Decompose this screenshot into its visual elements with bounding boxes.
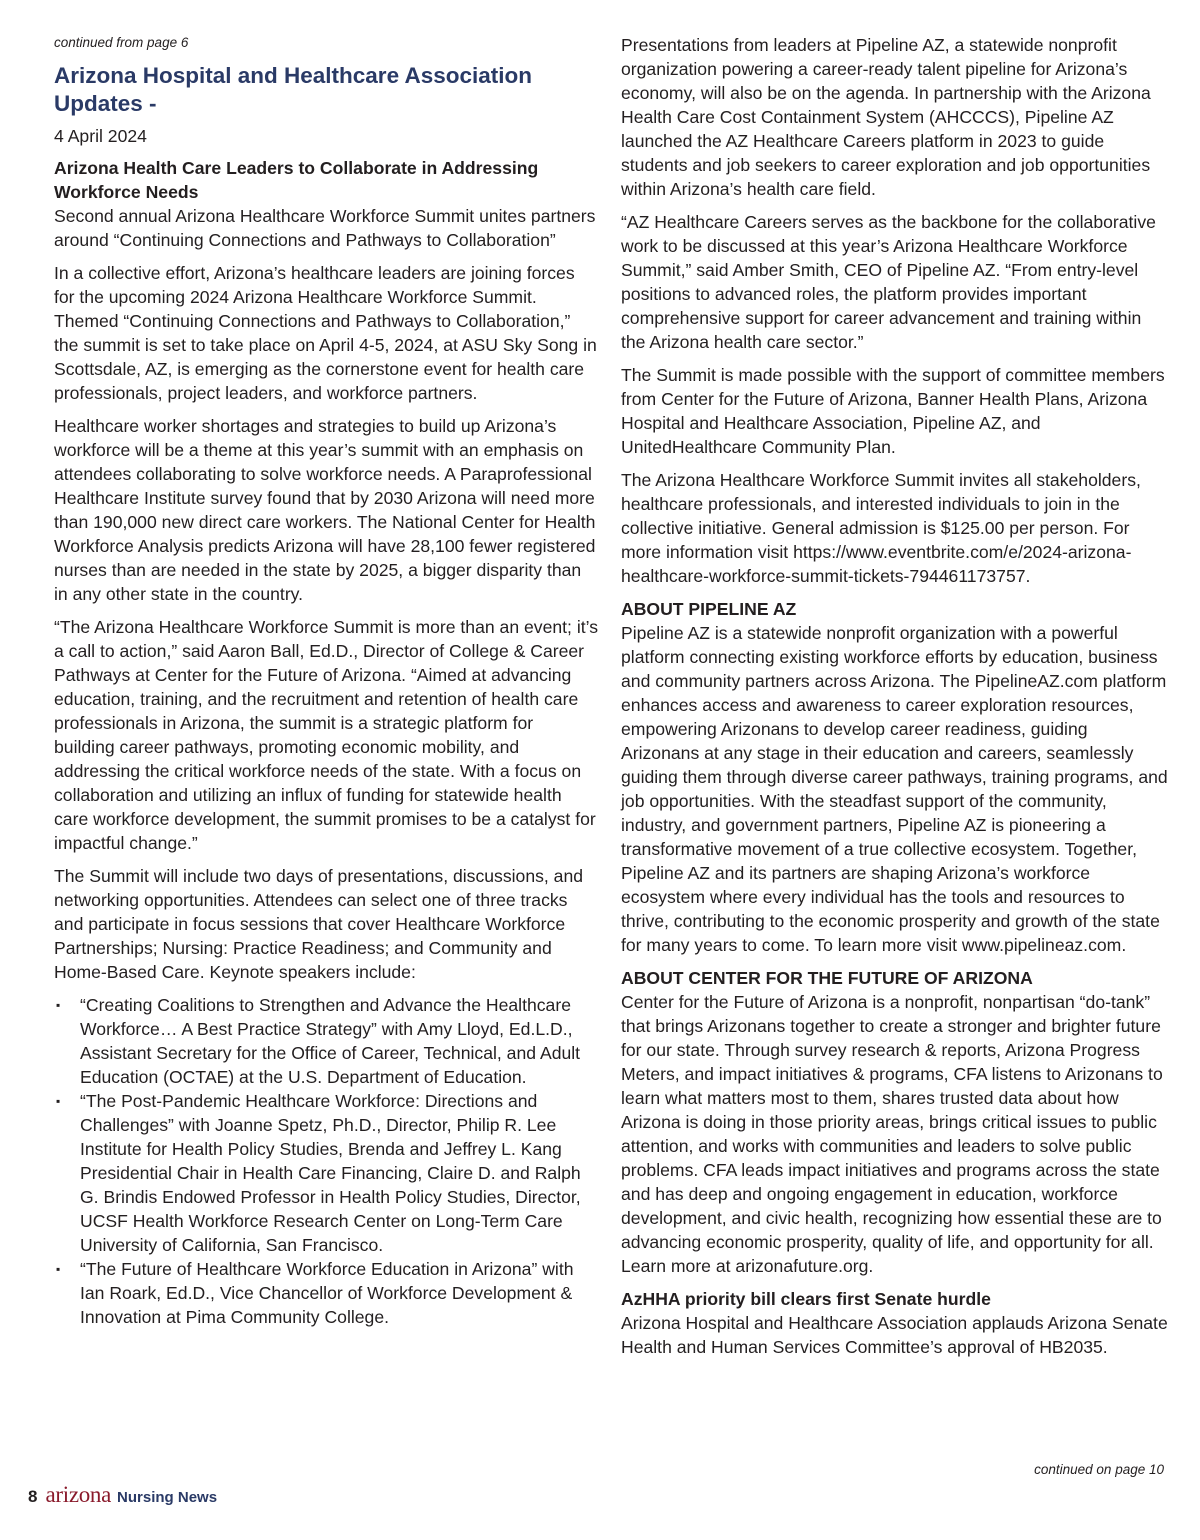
paragraph: Presentations from leaders at Pipeline AZ, a statewide nonprofit organization powering a career-ready talent pipeline for Arizona’s economy, will also be on the agenda. In partnership with the Arizona Health Care Cost Containment System (AHCCCS), Pipeline AZ launched the AZ Healthcare Careers platform in 2023 to guide students and job seekers to career exploration and job opportunities within Arizona’s health care field.	[621, 35, 1151, 199]
about-pipeline-section	[621, 597, 1169, 957]
section-heading: ABOUT CENTER FOR THE FUTURE OF ARIZONA	[621, 968, 1033, 988]
publication-logo: arizona	[45, 1482, 112, 1507]
left-column	[54, 34, 598, 1329]
keynote-speakers-list	[54, 993, 598, 1329]
section-text: Pipeline AZ is a statewide nonprofit organization with a powerful platform connecting existing workforce efforts by education, business and community partners across Arizona. The PipelineAZ.com platform enhances access and awareness to career exploration resources, empowering Arizonans to develop career readiness, guiding Arizonans at any stage in their education and careers, seamlessly guiding them through diverse career pathways, training programs, and job opportunities. With the steadfast support of the community, industry, and government partners, Pipeline AZ is pioneering a transformative movement of a true collective ecosystem. Together, Pipeline AZ and its partners are shaping Arizona’s workforce ecosystem where every individual has the tools and resources to thrive, contributing to the economic prosperity and growth of the state for many years to come. To learn more visit www.pipelineaz.com.	[621, 623, 1168, 955]
article-headline: Arizona Health Care Leaders to Collaborate in Addressing Workforce Needs	[54, 158, 539, 202]
continued-on-note: continued on page 10	[1034, 1462, 1164, 1477]
paragraph: “AZ Healthcare Careers serves as the backbone for the collaborative work to be discussed at this year’s Arizona Healthcare Workforce Summit,” said Amber Smith, CEO of Pipeline AZ. “From entry-level positions to advanced roles, the platform provides important comprehensive support for career advancement and training within the Arizona health care sector.”	[621, 212, 1156, 352]
list-item-text: “The Post-Pandemic Healthcare Workforce: Directions and Challenges” with Joanne Spetz, Ph.D., Director, Philip R. Lee Institute for Health Policy Studies, Brenda and Jeffrey L. Kang Presidential Chair in Health Care Financing, Claire D. and Ralph G. Brindis Endowed Professor in Health Policy Studies, Director, UCSF Health Workforce Research Center on Long-Term Care University of California, San Francisco.	[80, 1091, 581, 1255]
continued-from-note: continued from page 6	[54, 35, 189, 50]
publication-name: Nursing News	[117, 1489, 218, 1506]
page-number: 8	[28, 1487, 38, 1506]
list-item	[54, 1089, 598, 1257]
bullet-icon: ▪	[56, 1262, 61, 1276]
list-item	[54, 1257, 598, 1329]
paragraph: Healthcare worker shortages and strategies to build up Arizona’s workforce will be a theme at this year’s summit with an emphasis on attendees collaborating to solve workforce needs. A Paraprofessional Healthcare Institute survey found that by 2030 Arizona will need more than 190,000 new direct care workers. The National Center for Health Workforce Analysis predicts Arizona will have 28,100 fewer registered nurses than are needed in the state by 2025, a bigger disparity than in any other state in the country.	[54, 416, 596, 604]
azhha-bill-section	[621, 1287, 1169, 1359]
page-footer	[28, 1482, 217, 1510]
section-heading: AzHHA priority bill clears first Senate hurdle	[621, 1289, 991, 1309]
paragraph: The Arizona Healthcare Workforce Summit invites all stakeholders, healthcare professionals, and interested individuals to join in the collective initiative. General admission is $125.00 per person. For more information visit https://www.eventbrite.com/e/2024-arizona-healthcare-workforce-summit-tickets-794461173757.	[621, 470, 1141, 586]
section-text: Arizona Hospital and Healthcare Association applauds Arizona Senate Health and Human Services Committee’s approval of HB2035.	[621, 1313, 1168, 1357]
bullet-icon: ▪	[56, 998, 61, 1012]
right-column	[621, 33, 1169, 1368]
paragraph: The Summit will include two days of presentations, discussions, and networking opportunities. Attendees can select one of three tracks and participate in focus sessions that cover Healthcare Workforce Partnerships; Nursing: Practice Readiness; and Community and Home-Based Care. Keynote speakers include:	[54, 866, 584, 982]
paragraph: In a collective effort, Arizona’s healthcare leaders are joining forces for the upcoming 2024 Arizona Healthcare Workforce Summit. Themed “Continuing Connections and Pathways to Collaboration,” the summit is set to take place on April 4-5, 2024, at ASU Sky Song in Scottsdale, AZ, is emerging as the cornerstone event for health care professionals, project leaders, and workforce partners.	[54, 263, 597, 403]
list-item	[54, 993, 598, 1089]
article-subheadline: Second annual Arizona Healthcare Workforce Summit unites partners around “Continuing Connections and Pathways to Collaboration”	[54, 206, 596, 250]
article-date: 4 April 2024	[54, 126, 147, 146]
article-title: Arizona Hospital and Healthcare Association Updates -	[54, 63, 533, 116]
list-item-text: “The Future of Healthcare Workforce Education in Arizona” with Ian Roark, Ed.D., Vice Chancellor of Workforce Development & Innovation at Pima Community College.	[80, 1259, 574, 1327]
article-lead	[54, 156, 598, 252]
bullet-icon: ▪	[56, 1094, 61, 1108]
paragraph: The Summit is made possible with the support of committee members from Center for the Future of Arizona, Banner Health Plans, Arizona Hospital and Healthcare Association, Pipeline AZ, and UnitedHealthcare Community Plan.	[621, 365, 1165, 457]
paragraph: “The Arizona Healthcare Workforce Summit is more than an event; it’s a call to action,” said Aaron Ball, Ed.D., Director of College & Career Pathways at Center for the Future of Arizona. “Aimed at advancing education, training, and the recruitment and retention of health care professionals in Arizona, the summit is a strategic platform for building career pathways, promoting economic mobility, and addressing the critical workforce needs of the state. With a focus on collaboration and utilizing an influx of funding for statewide health care workforce development, the summit promises to be a catalyst for impactful change.”	[54, 617, 599, 853]
section-heading: ABOUT PIPELINE AZ	[621, 599, 797, 619]
about-cfa-section	[621, 966, 1169, 1278]
list-item-text: “Creating Coalitions to Strengthen and Advance the Healthcare Workforce… A Best Practice Strategy” with Amy Lloyd, Ed.L.D., Assistant Secretary for the Office of Career, Technical, and Adult Education (OCTAE) at the U.S. Department of Education.	[80, 995, 581, 1087]
section-text: Center for the Future of Arizona is a nonprofit, nonpartisan “do-tank” that brings Arizonans together to create a stronger and brighter future for our state. Through survey research & reports, Arizona Progress Meters, and impact initiatives & programs, CFA listens to Arizonans to learn what matters most to them, shares trusted data about how Arizona is doing in those priority areas, brings critical issues to public attention, and works with communities and leaders to solve public problems. CFA leads impact initiatives and programs across the state and has deep and ongoing engagement in education, workforce development, and civic health, recognizing how essential these are to advancing economic prosperity, quality of life, and opportunity for all. Learn more at arizonafuture.org.	[621, 992, 1163, 1276]
